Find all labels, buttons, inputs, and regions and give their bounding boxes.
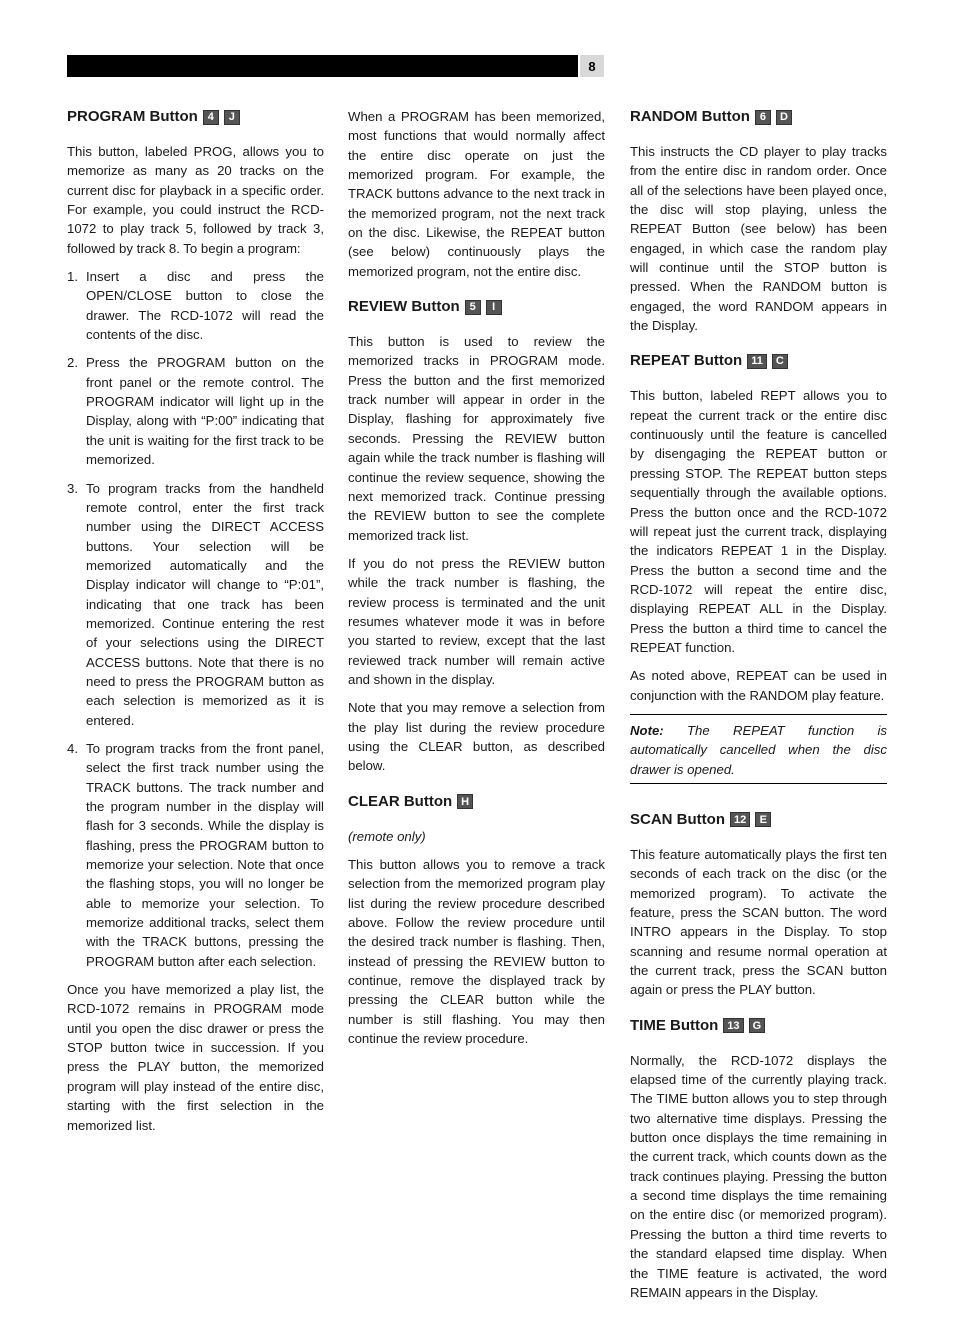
repeat-paragraph: This button, labeled REPT allows you to repeat the current track or the entire disc continuously until the feature is cancelled by disengaging the REPEAT button or pressing STOP. The REPEAT button steps sequentially through the available options. Press the button once and the RCD-1072 will repeat just the current track, displaying the indicators REPEAT 1 in the Display. Press the button a second time and the RCD-1072 will repeat the entire disc, displaying REPEAT ALL in the Display. Press the button a third time to cancel the REPEAT function. [630,388,887,655]
review-heading [348,297,605,317]
scan-title: SCAN Button [630,810,725,828]
repeat-title: REPEAT Button [630,352,743,370]
random-title: RANDOM Button [630,108,750,125]
time-remote-badge: G [749,1018,766,1033]
random-heading [630,107,887,127]
repeat-paragraph: As noted above, REPEAT can be used in conjunction with the RANDOM play feature. [630,668,887,703]
step-text: To program tracks from the front panel, select the first track number using the TRACK buttons. The track number and the program number in the display will flash for 3 seconds. While the display is flashing, press the PROGRAM button to memorize your selection. Note that once the flashing stops, you will no longer be able to memorize your selection. To memorize additional tracks, select them with the TRACK buttons, pressing the PROGRAM button after each selection. [86,740,324,969]
clear-paragraph: This button allows you to remove a track selection from the memorized program play list during the review procedure described above. Follow the review procedure until the desired track number is flashing. Then, instead of pressing the REVIEW button to continue, remove the displayed track by pressing the CLEAR button while the number is still flashing. You may then continue the review procedure. [348,857,605,1047]
repeat-note [630,721,887,779]
step-text: To program tracks from the handheld remote control, enter the first track number using the DIRECT ACCESS buttons. Your selection will be memorized automatically and the Display indicator will change to “P:01”, indicating that one track has been memorized. Continue entering the rest of your selections using the DIRECT ACCESS buttons. Note that there is no need to press the PROGRAM button as each selection is memorized as it is entered. [86,480,324,728]
note-text: The REPEAT function is automatically cancelled when the disc drawer is opened. [630,722,887,777]
scan-section [630,810,887,1000]
header-bar [67,55,578,77]
column-1 [67,107,324,1151]
program-title: PROGRAM Button [67,108,198,125]
random-section [630,107,887,335]
review-title: REVIEW Button [348,298,460,316]
column-2 [348,107,605,1064]
repeat-remote-badge: C [772,354,788,369]
repeat-section [630,351,887,784]
step-number: 2. [67,355,78,371]
column-3 [630,107,887,1318]
step-number: 1. [67,269,78,285]
clear-remote-badge: H [457,794,473,809]
time-heading [630,1016,887,1036]
list-item [67,739,324,971]
clear-subtitle: (remote only) [348,828,426,844]
review-paragraph: If you do not press the REVIEW button while the track number is flashing, the review process is terminated and the unit resumes whatever mode it was in before you started to review, except that the last reviewed track number will remain active and shown in the display. [348,555,605,687]
clear-section [348,792,605,1049]
review-paragraph: This button is used to review the memorized tracks in PROGRAM mode. Press the button and the first memorized track number will appear in order in the Display, flashing for approximately five seconds. Pressing the REVIEW button again while the track number is flashing will continue the review sequence, showing the next memorized track. Continue pressing the REVIEW button to see the complete memorized track list. [348,334,605,543]
scan-remote-badge: E [755,812,771,827]
program-steps-list [67,267,324,971]
program-intro: This button, labeled PROG, allows you to memorize as many as 20 tracks on the current disc for playback in a specific order. For example, you could instruct the RCD-1072 to play track 5, followed by track 3, followed by track 8. To begin a program: [67,144,324,256]
list-item [67,267,324,344]
scan-paragraph: This feature automatically plays the first ten seconds of each track on the disc (or the memorized program). To activate the feature, press the SCAN button. The word INTRO appears in the Display. To stop scanning and resume normal operation at the current track, press the SCAN button again or press the PLAY button. [630,846,887,998]
program-remote-badge: J [224,110,240,125]
review-section [348,297,605,776]
scan-front-panel-badge: 12 [730,812,750,827]
note-label: Note: [630,722,664,738]
scan-heading [630,810,887,830]
random-front-panel-badge: 6 [755,110,771,125]
program-outro: Once you have memorized a play list, the RCD-1072 remains in PROGRAM mode until you open the disc drawer or press the STOP button twice in succession. If you press the PLAY button, the memorized program will play instead of the entire disc, starting with the first selection in the memorized list. [67,982,324,1133]
step-text: Press the PROGRAM button on the front panel or the remote control. The PROGRAM indicator will light up in the Display, along with “P:00” indicating that the unit is waiting for the first track to be memorized. [86,355,324,468]
list-item [67,479,324,730]
program-heading [67,107,324,127]
program-continued-section [348,107,605,281]
clear-title: CLEAR Button [348,792,453,810]
clear-heading [348,792,605,812]
program-front-panel-badge: 4 [203,110,219,125]
review-remote-badge: I [486,300,502,315]
time-front-panel-badge: 13 [723,1018,743,1033]
step-number: 4. [67,740,78,756]
time-title: TIME Button [630,1016,719,1034]
time-section [630,1016,887,1302]
random-paragraph: This instructs the CD player to play tracks from the entire disc in random order. Once all of the selections have been played once, the disc will stop playing, unless the REPEAT Button (see below) has been engaged, in which case the random play will continue until the STOP button is pressed. When the RANDOM button is engaged, the word RANDOM appears in the Display. [630,144,887,334]
program-continued-text: When a PROGRAM has been memorized, most functions that would normally affect the entire disc operate on just the memorized program. For example, the TRACK buttons advance to the next track in the memorized program, not the next track on the disc. Likewise, the REPEAT button (see below) continuously plays the memorized program, not the entire disc. [348,109,605,279]
time-paragraph: Normally, the RCD-1072 displays the elapsed time of the currently playing track. The TIME button allows you to step through two alternative time displays. Pressing the button once displays the time remaining in the current track, which counts down as the track continues playing. Pressing the button a second time displays the time remaining on the entire disc (or memorized program). Pressing the button a third time reverts to the standard elapsed time display. When the TIME feature is activated, the word REMAIN appears in the Display. [630,1052,887,1300]
list-item [67,353,324,469]
step-number: 3. [67,480,78,496]
repeat-front-panel-badge: 11 [747,354,767,369]
review-paragraph: Note that you may remove a selection from the play list during the review procedure using the CLEAR button, as described below. [348,700,605,774]
random-remote-badge: D [776,110,792,125]
program-section [67,107,324,1135]
repeat-heading [630,351,887,371]
review-front-panel-badge: 5 [465,300,481,315]
repeat-note-box [630,714,887,784]
page-number: 8 [580,55,604,77]
step-text: Insert a disc and press the OPEN/CLOSE button to close the drawer. The RCD-1072 will read the contents of the disc. [86,269,324,343]
